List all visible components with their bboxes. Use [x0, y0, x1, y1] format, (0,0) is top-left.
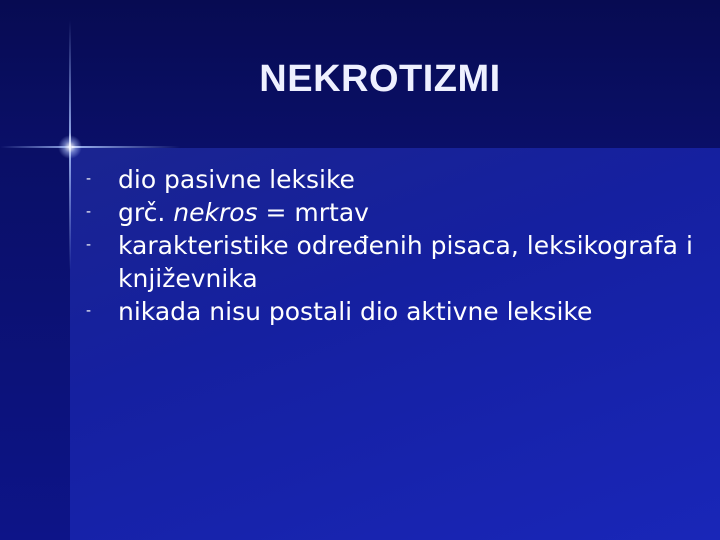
- bullet-item: [86, 163, 706, 196]
- bullet-item: [86, 229, 706, 295]
- slide-title: NEKROTIZMI: [259, 58, 501, 100]
- bullet-marker: -: [86, 171, 92, 187]
- left-band: [0, 148, 70, 540]
- bullet-text-italic: nekros: [173, 198, 258, 227]
- star-glow-icon: [58, 135, 82, 159]
- bullet-list: [86, 163, 706, 328]
- bullet-marker: -: [86, 204, 92, 220]
- bullet-text-prefix: grč.: [118, 198, 174, 227]
- bullet-text-suffix: = mrtav: [257, 198, 369, 227]
- bullet-item: [86, 295, 706, 328]
- star-flare-horizontal: [0, 146, 180, 148]
- bullet-text: karakteristike određenih pisaca, leksikografa i književnika: [118, 231, 693, 293]
- bullet-item: [86, 196, 706, 229]
- bullet-marker: -: [86, 303, 92, 319]
- bullet-text: dio pasivne leksike: [118, 165, 355, 194]
- bullet-text: nikada nisu postali dio aktivne leksike: [118, 297, 593, 326]
- bullet-marker: -: [86, 237, 92, 253]
